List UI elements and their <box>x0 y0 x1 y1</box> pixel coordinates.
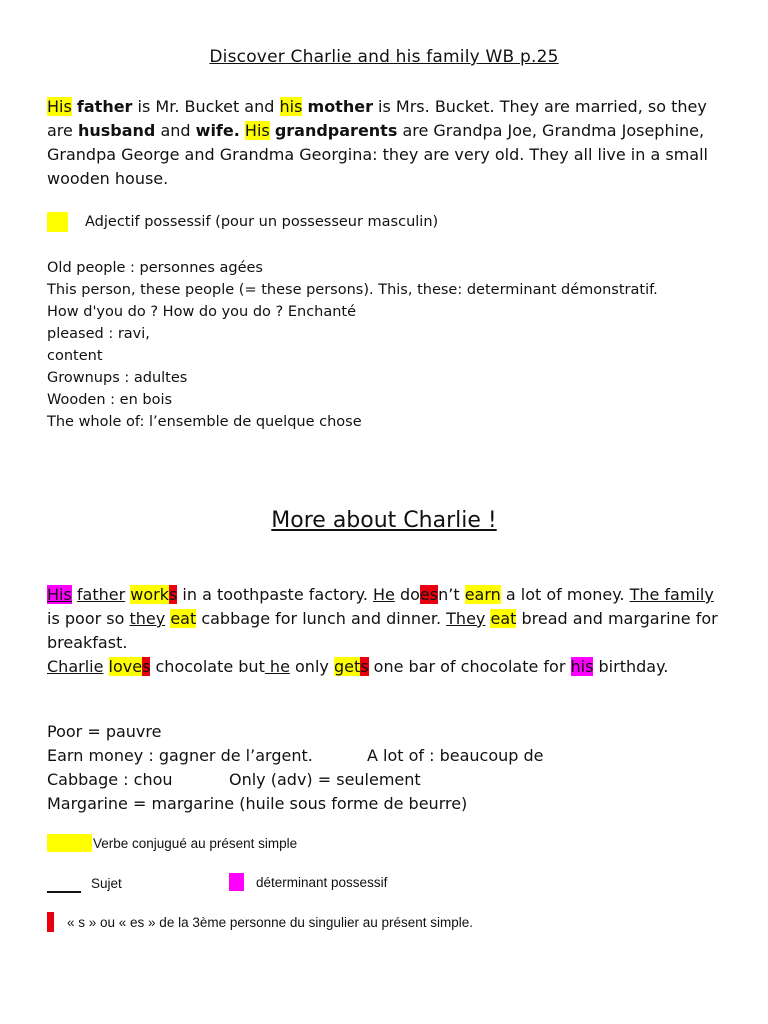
text-run: His <box>244 121 270 140</box>
text-run <box>103 657 108 676</box>
text-run: in a toothpaste factory. <box>177 585 373 604</box>
text-run: do <box>394 585 420 604</box>
text-run: is poor so <box>47 609 130 628</box>
legend-verb-label: Verbe conjugué au présent simple <box>93 835 298 851</box>
text-run: are Grandpa Joe, Grandma Josephine, Grandpa George and Grandma Georgina: they are very old. They all live in a small wooden house. <box>47 121 708 188</box>
vocab-line: The whole of: l’ensemble de quelque chose <box>47 414 362 430</box>
yellow-swatch <box>47 834 92 852</box>
text-run: is Mrs. Bucket. They are married, so they are <box>47 97 707 140</box>
legend-possessive-label: déterminant possessif <box>256 874 388 890</box>
vocab-line: Old people : personnes agées <box>47 260 263 276</box>
text-run: Charlie <box>47 657 104 676</box>
vocab-line: This person, these people (= these persons). This, these: determinant démonstratif. <box>47 282 658 298</box>
legend-possessive-adjective <box>47 212 438 232</box>
text-run: They <box>446 609 486 628</box>
text-run: s <box>142 657 151 676</box>
red-swatch <box>47 912 54 932</box>
vocab-line <box>47 744 747 768</box>
text-run: a lot of money. <box>500 585 630 604</box>
text-run: cabbage for lunch and dinner. <box>196 609 447 628</box>
text-run: eat <box>490 609 517 628</box>
vocab-line: pleased : ravi, <box>47 326 150 342</box>
text-run: they <box>129 609 166 628</box>
vocab-term: Margarine = margarine (huile sous forme de beurre) <box>47 794 468 813</box>
vocab-line: Grownups : adultes <box>47 370 188 386</box>
legend-ending-label: « s » ou « es » de la 3ème personne du singulier au présent simple. <box>67 914 474 930</box>
legend-possessive <box>229 873 387 891</box>
text-run: His <box>47 97 72 116</box>
section1-vocab-list <box>47 257 747 433</box>
text-run: es <box>419 585 439 604</box>
vocab-line <box>47 768 747 792</box>
text-run: one bar of chocolate for <box>368 657 571 676</box>
vocab-term: Poor = pauvre <box>47 722 162 741</box>
text-run: his <box>570 657 594 676</box>
text-run: wife. <box>195 121 240 140</box>
vocab-term: Only (adv) = seulement <box>229 770 421 789</box>
section1-title: Discover Charlie and his family WB p.25 <box>209 47 559 67</box>
legend-label: Adjectif possessif (pour un possesseur masculin) <box>85 214 439 230</box>
vocab-line <box>47 720 747 744</box>
vocab-term: Earn money : gagner de l’argent. <box>47 746 313 765</box>
text-run: bread and margarine for breakfast. <box>47 609 718 652</box>
text-run: s <box>360 657 369 676</box>
section2-paragraph <box>47 583 727 679</box>
text-run: husband <box>77 121 156 140</box>
text-run: He <box>373 585 395 604</box>
section2-title: More about Charlie ! <box>271 508 497 533</box>
text-run: His <box>47 585 72 604</box>
text-run: father <box>76 97 133 116</box>
vocab-term: A lot of : beaucoup de <box>367 746 544 765</box>
vocab-term: Cabbage : chou <box>47 770 173 789</box>
text-run: is Mr. Bucket and <box>132 97 280 116</box>
vocab-line <box>47 792 747 816</box>
legend-subject <box>47 873 122 893</box>
text-run: s <box>169 585 178 604</box>
text-run: chocolate but <box>150 657 265 676</box>
text-run: his <box>279 97 303 116</box>
underline-swatch <box>47 873 81 893</box>
text-run: only <box>289 657 334 676</box>
text-run: earn <box>464 585 501 604</box>
legend-subject-label: Sujet <box>91 875 122 891</box>
section2-vocab-list <box>47 720 747 816</box>
vocab-line: content <box>47 348 103 364</box>
vocab-line: How d'you do ? How do you do ? Enchanté <box>47 304 357 320</box>
text-run: birthday. <box>593 657 669 676</box>
text-run: love <box>108 657 143 676</box>
legend-ending <box>47 912 473 932</box>
vocab-line: Wooden : en bois <box>47 392 173 408</box>
text-run: mother <box>307 97 373 116</box>
text-run: get <box>333 657 361 676</box>
text-run: n’t <box>438 585 465 604</box>
yellow-swatch <box>47 212 68 232</box>
magenta-swatch <box>229 873 244 891</box>
legend-verb <box>47 834 297 852</box>
text-run: work <box>130 585 169 604</box>
text-run: grandparents <box>274 121 398 140</box>
text-run: he <box>264 657 290 676</box>
text-run: and <box>155 121 196 140</box>
text-run: father <box>76 585 126 604</box>
section1-paragraph <box>47 95 727 191</box>
text-run: eat <box>170 609 197 628</box>
text-run: The family <box>629 585 714 604</box>
